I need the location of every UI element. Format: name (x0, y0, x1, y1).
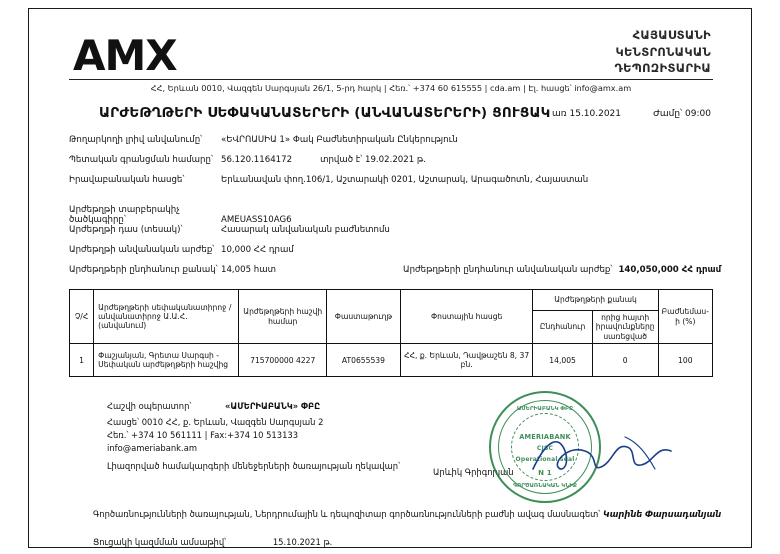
authorized-signer: Արևիկ Գրիգորյան (433, 467, 514, 477)
header-divider (69, 79, 713, 80)
field-registration-number (69, 155, 426, 165)
field-registration-date-value: տրված է՝ 19.02.2021 թ. (320, 155, 427, 165)
field-legal-address (69, 175, 588, 185)
logo-text: AMX (73, 31, 177, 80)
issue-date-label: Ցուցակի կազմման ամսաթիվ՝ (93, 537, 227, 547)
depository-name-line-1: ՀԱՅԱՍՏԱՆԻ (632, 28, 711, 42)
stamp-line-4: N 1 (538, 469, 552, 477)
cell-count-total: 14,005 (533, 344, 592, 377)
field-total-count-value: 14,005 հատ (221, 265, 276, 275)
field-issuer-name (69, 135, 458, 145)
field-isin-code-value: AMEUASS10AG6 (221, 215, 292, 225)
field-legal-address-value: Երևանավան փող.106/1, Աշտարակի 0201, Աշտարակ, Արագածոտն, Հայաստան (221, 175, 589, 185)
signature-icon (529, 429, 679, 481)
cell-account: 715700000 4227 (239, 344, 327, 377)
amx-logo (73, 31, 177, 80)
document-time: Ժամը՝ 09:00 (653, 109, 711, 119)
issue-date-row (93, 537, 332, 547)
cell-address: ՀՀ, ք. Երևան, Դավթաշեն 8, 37 բն. (400, 344, 533, 377)
table-row (70, 344, 713, 377)
registrar-label: Հաշվի օպերատոր՝ (107, 401, 192, 411)
field-issuer-name-label: Թողարկողի լրիվ անվանումը՝ (69, 135, 203, 145)
depository-name (521, 27, 711, 77)
bottom-note-text: Գործառնությունների ծառայության, Ներդրումային և դեպոզիտար գործառնությունների բաժնի ավագ մասնագետ՝ (93, 509, 601, 519)
holders-table (69, 289, 713, 377)
registrar-phone: Հեռ.՝ +374 10 561111 | Fax:+374 10 513133 (107, 430, 299, 440)
field-isin-code (69, 205, 292, 225)
field-registration-number-value: 56.120.1164172 (221, 155, 293, 165)
depository-name-line-3: ԴԵՊՈԶԻՏԱՐԻԱ (614, 61, 711, 76)
cell-percent: 100 (658, 344, 712, 377)
stamp-line-1: AMERIABANK (519, 433, 571, 441)
registrar-email: info@ameriabank.am (107, 443, 197, 453)
table-header-row (70, 290, 713, 311)
stamp-arc-top-text: ԱՄԵՐԻԱԲԱՆԿ ՓԲԸ (516, 406, 574, 412)
th-count-pledged: որից հայտի իրավունքները սառեցված (592, 311, 658, 344)
field-total-nominal (403, 265, 721, 275)
issue-date-value: 15.10.2021 թ. (272, 537, 333, 547)
field-security-class-value: Հասարակ անվանական բաժնետոմս (221, 225, 390, 235)
field-nominal-value-value: 10,000 ՀՀ դրամ (221, 245, 294, 255)
field-nominal-value (69, 245, 294, 255)
bottom-note (93, 509, 721, 519)
registrar-address: Հասցե՝ 0010 ՀՀ, ք. Երևան, Վազգեն Սարգսյան 2 (107, 417, 324, 427)
field-issuer-name-value: «ԵՎՐՈԱՍԻԱ 1» Փակ Բաժնետիրական Ընկերություն (221, 135, 458, 145)
field-registration-number-label: Պետական գրանցման համարը՝ (69, 155, 213, 165)
cell-count-pledged: 0 (592, 344, 658, 377)
holders-table-head (70, 290, 713, 344)
header-contact-line: ՀՀ, Երևան 0010, Վազգեն Սարգսյան 26/1, 5-րդ հարկ | Հեռ.՝ +374 60 615555 | cda.am | Էլ. հասցե՝ info@amx.am (150, 83, 632, 93)
th-number: Չ/Հ (70, 290, 94, 344)
field-total-count (69, 265, 276, 275)
field-legal-address-label: Իրավաբանական հասցե՝ (69, 175, 185, 185)
th-percent: Բաժնեմաս-ի (%) (658, 290, 712, 344)
th-holder-name: Արժեթղթերի սեփականատիրոջ / անվանատիրոջ Ա.Ա.Հ. (անվանում) (94, 290, 239, 344)
th-passport: Փաստաթուղթ (326, 290, 400, 344)
field-total-count-label: Արժեթղթերի ընդհանուր քանակ՝ (69, 265, 218, 275)
holders-table-body (70, 344, 713, 377)
cell-passport: AT0655539 (326, 344, 400, 377)
stamp-line-2: CJSC (536, 445, 554, 452)
stamp-line-3: Operational seal (515, 456, 575, 463)
field-total-nominal-label: Արժեթղթերի ընդհանուր անվանական արժեք՝ (403, 265, 613, 275)
field-nominal-value-label: Արժեթղթի անվանական արժեք՝ (69, 245, 215, 255)
cell-holder-name: Փաշյանյան, Գրետա Սարգսի - Սեփական արժեթղթերի հաշվից (94, 344, 239, 377)
field-isin-code-label: Արժեթղթի տարբերակիչ ծածկագիրը՝ (69, 205, 180, 225)
field-security-class (69, 225, 390, 235)
th-count-total: Ընդհանուր (533, 311, 592, 344)
th-count-group: Արժեթղթերի քանակ (533, 290, 658, 311)
th-address: Փոստային հասցե (400, 290, 533, 344)
document-sheet (28, 8, 752, 548)
field-security-class-label: Արժեթղթի դաս (տեսակ)՝ (69, 225, 183, 235)
bottom-note-signer: Կարինե Փարսադանյան (602, 509, 722, 519)
depository-name-line-2: ԿԵՆՏՐՈՆԱԿԱՆ (615, 44, 711, 59)
th-account: Արժեթղթերի հաշվի համար (239, 290, 327, 344)
document-date: առ 15.10.2021 (552, 109, 621, 119)
registrar-value: «ԱՄԵՐԻԱԲԱՆԿ» ՓԲԸ (225, 401, 321, 411)
authorized-label: Լիազորված համակարգերի մենեջերների ծառայության ղեկավար՝ (107, 461, 401, 471)
cell-number: 1 (70, 344, 94, 377)
field-total-nominal-value: 140,050,000 ՀՀ դրամ (618, 265, 722, 275)
stamp-arc-bottom-text: ԳՈՐԾԱՌՆԱԿԱՆ ԿՆԻՔ (513, 483, 577, 489)
document-title: ԱՐԺԵԹՂԹԵՐԻ ՍԵՓԱԿԱՆԱՏԵՐԵՐԻ (ԱՆՎԱՆԱՏԵՐԵՐԻ) ՑՈՒՑԱԿ (99, 105, 551, 121)
